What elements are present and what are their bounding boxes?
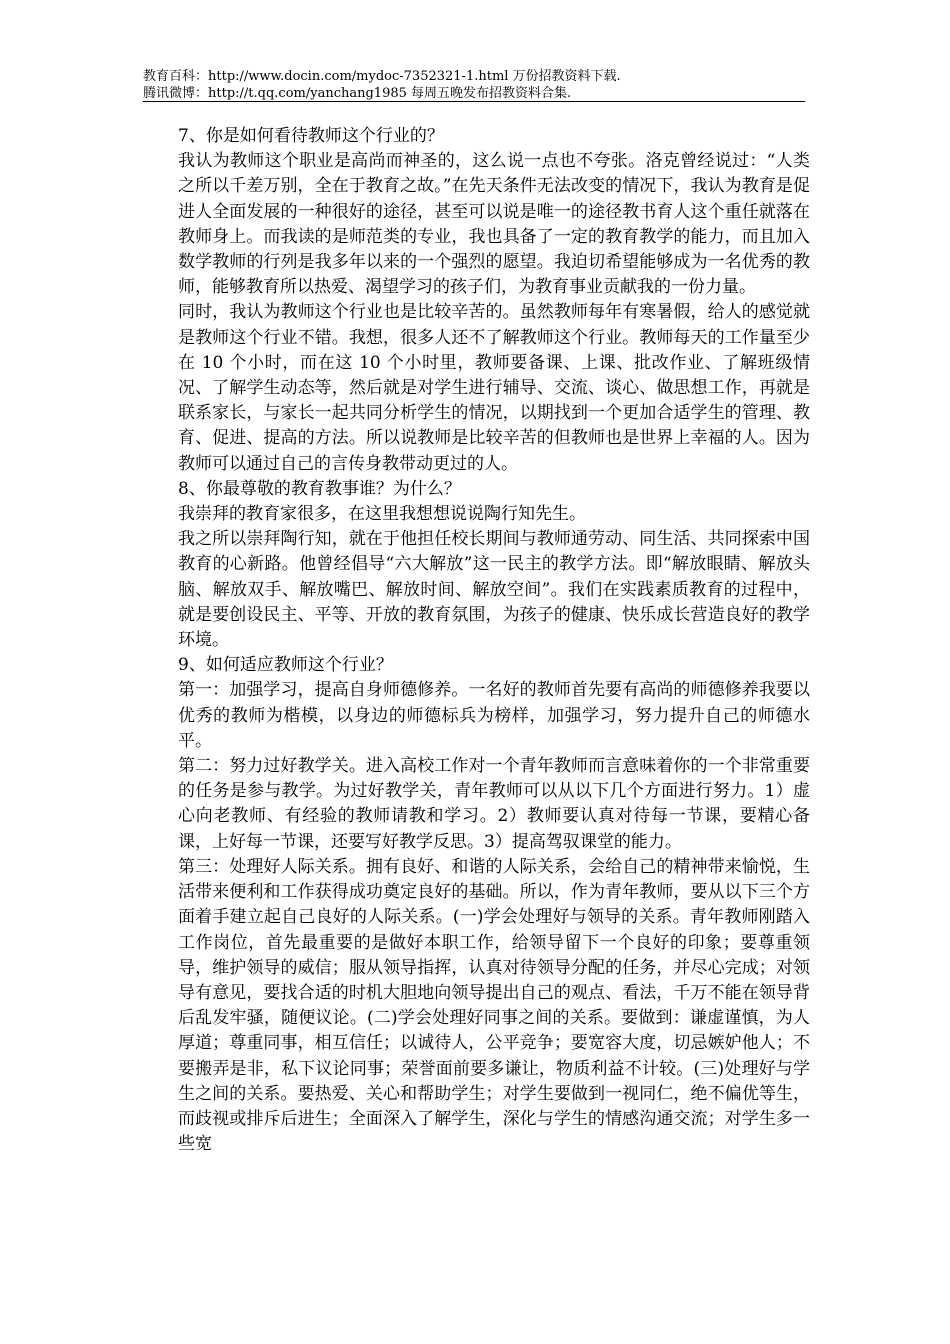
question-8-paragraph-2: 我之所以崇拜陶行知，就在于他担任校长期间与教师通劳动、同生活、共同探索中国教育的心新路。他曾经倡导“六大解放”这一民主的教学方法。即“解放眼睛、解放头脑、解放双手、解放嘴巴、解放时间、解放空间”。我们在实践素质教育的过程中，就是要创设民主、平等、开放的教育氛围，为孩子的健康、快乐成长营造良好的教学环境。 [178,529,810,651]
question-7-paragraph-1: 我认为教师这个职业是高尚而神圣的，这么说一点也不夸张。洛克曾经说过：“人类之所以千差万别，全在于教育之故。”在先天条件无法改变的情况下，我认为教育是促进人全面发展的一种很好的途径，甚至可以说是唯一的途径教书育人这个重任就落在教师身上。而我读的是师范类的专业，我也具备了一定的教育教学的能力，而且加入数学教师的行列是我多年以来的一个强烈的愿望。我迫切希望能够成为一名优秀的教师，能够教育所以热爱、渴望学习的孩子们，为教育事业贡献我的一份力量。 [178,151,810,298]
question-8-heading: 8、你最尊敬的教育教事谁？为什么？ [178,478,461,499]
question-9-paragraph-1: 第一：加强学习，提高自身师德修养。一名好的教师首先要有高尚的师德修养我要以优秀的教师为楷模，以身边的师德标兵为榜样，加强学习，努力提升自己的师德水平。 [178,680,810,751]
header-line-docin: 教育百科：http://www.docin.com/mydoc-7352321-1.html 万份招教资料下载. [143,69,621,84]
header-line-weibo: 腾讯微博：http://t.qq.com/yanchang1985 每周五晚发布招教资料合集. [143,86,572,101]
question-7-heading: 7、你是如何看待教师这个行业的？ [178,126,444,146]
page-header [143,68,805,102]
question-8-paragraph-1: 我崇拜的教育家很多，在这里我想想说说陶行知先生。 [178,504,586,525]
document-body [178,124,810,1157]
header-divider [143,101,805,102]
question-7-paragraph-2: 同时，我认为教师这个行业也是比较辛苦的。虽然教师每年有寒暑假，给人的感觉就是教师这个行业不错。我想，很多人还不了解教师这个行业。教师每天的工作量至少在 10 个小时，而在这 10 个小时里，教师要备课、上课、批改作业、了解班级情况、了解学生动态等，然后就是对学生进行辅导、交流、谈心、做思想工作，再就是联系家长，与家长一起共同分析学生的情况，以期找到一个更加合适学生的管理、教育、促进、提高的方法。所以说教师是比较辛苦的但教师也是世界上幸福的人。因为教师可以通过自己的言传身教带动更过的人。 [178,302,810,474]
question-9-heading: 9、如何适应教师这个行业？ [178,655,393,676]
question-9-paragraph-3: 第三：处理好人际关系。拥有良好、和谐的人际关系，会给自己的精神带来愉悦，生活带来便利和工作获得成功奠定良好的基础。所以，作为青年教师，要从以下三个方面着手建立起自己良好的人际关系。(一)学会处理好与领导的关系。青年教师刚踏入工作岗位，首先最重要的是做好本职工作，给领导留下一个良好的印象；要尊重领导，维护领导的威信；服从领导指挥，认真对待领导分配的任务，并尽心完成；对领导有意见，要找合适的时机大胆地向领导提出自己的观点、看法，千万不能在领导背后乱发牢骚，随便议论。(二)学会处理好同事之间的关系。要做到：谦虚谨慎，为人厚道；尊重同事，相互信任；以诚待人，公平竞争；要宽容大度，切忌嫉妒他人；不要搬弄是非，私下议论同事；荣誉面前要多谦让，物质利益不计较。(三)处理好与学生之间的关系。要热爱、关心和帮助学生；对学生要做到一视同仁，绝不偏优等生，而歧视或排斥后进生；全面深入了解学生，深化与学生的情感沟通交流；对学生多一些宽 [178,856,810,1155]
question-9-paragraph-2: 第二：努力过好教学关。进入高校工作对一个青年教师而言意味着你的一个非常重要的任务是参与教学。为过好教学关，青年教师可以从以下几个方面进行努力。1）虚心向老教师、有经验的教师请教和学习。2）教师要认真对待每一节课，要精心备课，上好每一节课，还要写好教学反思。3）提高驾驭课堂的能力。 [178,756,810,852]
